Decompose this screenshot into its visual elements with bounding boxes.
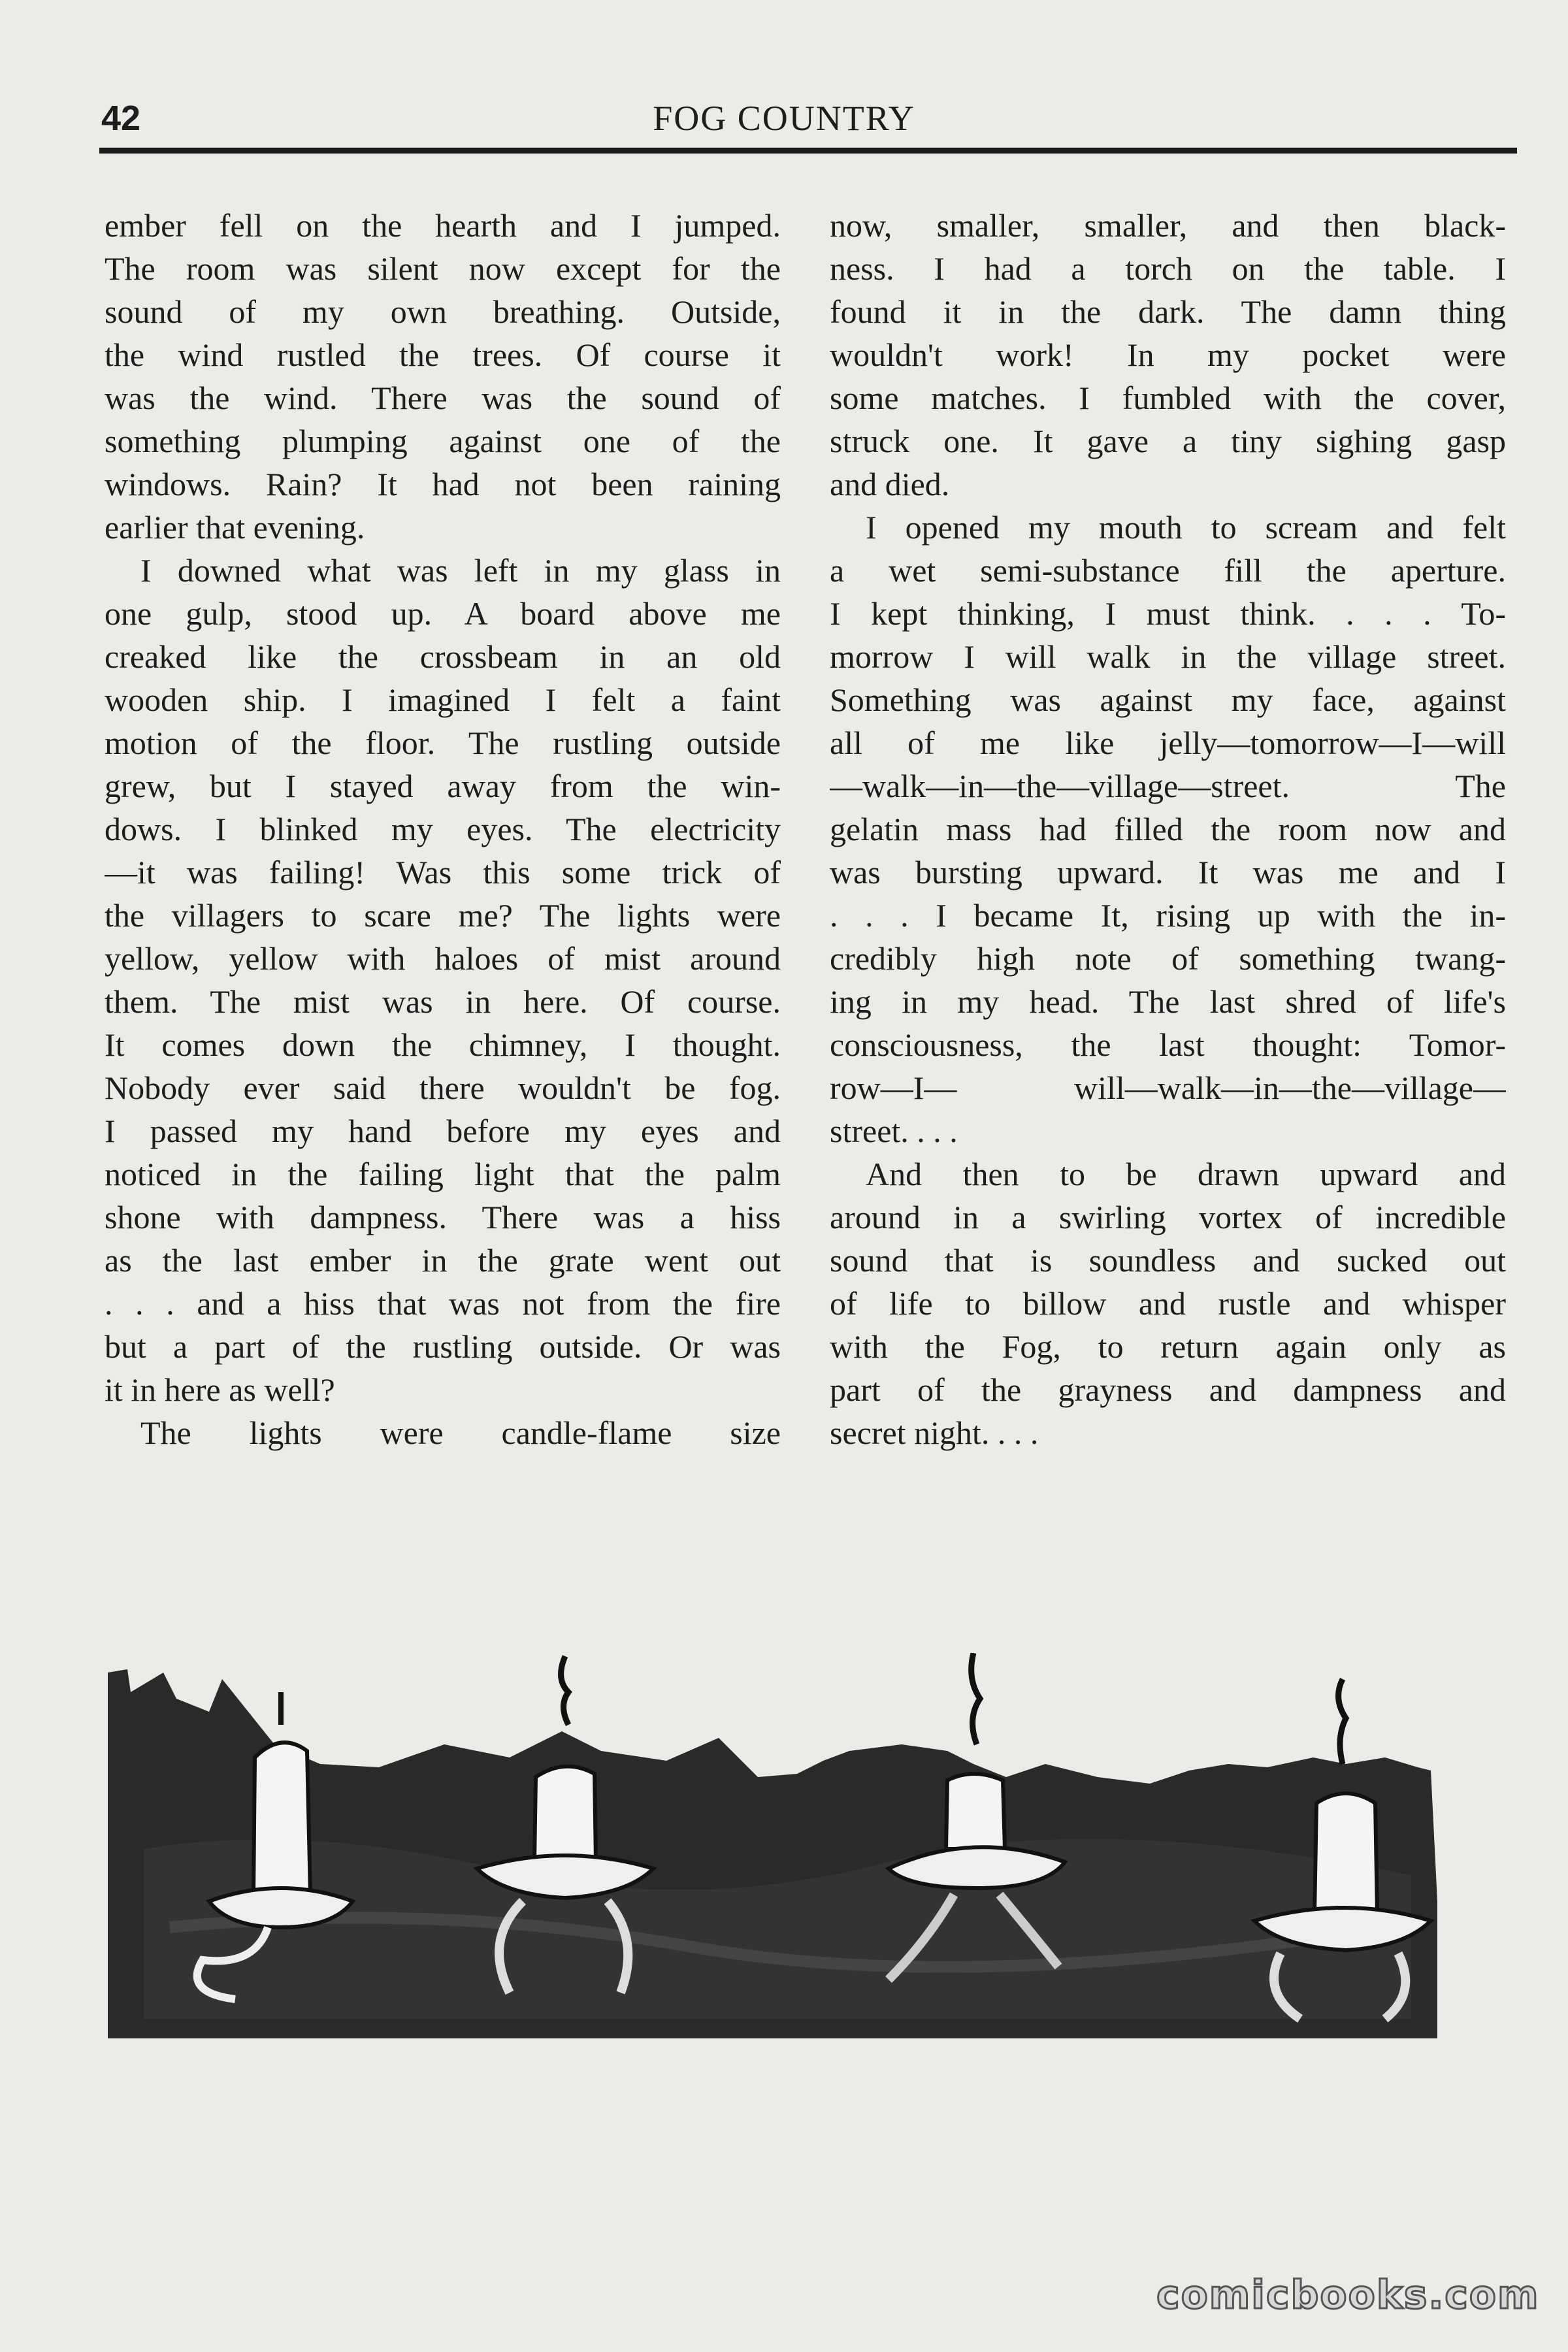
- left-column-line: them. The mist was in here. Of course.: [105, 983, 781, 1020]
- right-column-line: row—I— will—walk—in—the—village—: [830, 1070, 1506, 1106]
- left-column-line: creaked like the crossbeam in an old: [105, 638, 781, 675]
- left-column-line: the wind rustled the trees. Of course it: [105, 336, 781, 373]
- right-column-line: now, smaller, smaller, and then black-: [830, 207, 1506, 244]
- left-column-line: as the last ember in the grate went out: [105, 1242, 781, 1279]
- left-column-line: wooden ship. I imagined I felt a faint: [105, 681, 781, 718]
- right-column-line: consciousness, the last thought: Tomor-: [830, 1026, 1506, 1063]
- page-number: 42: [101, 99, 141, 138]
- right-column-line: —walk—in—the—village—street. The: [830, 768, 1506, 804]
- left-text-column: [105, 204, 781, 1454]
- right-column-line: secret night. . . .: [830, 1414, 1039, 1451]
- left-column-line: The lights were candle-flame size: [140, 1414, 781, 1451]
- right-column-line: Something was against my face, against: [830, 681, 1506, 718]
- left-column-line: It comes down the chimney, I thought.: [105, 1026, 781, 1063]
- left-column-line: was the wind. There was the sound of: [105, 380, 781, 416]
- right-text-column: [830, 204, 1506, 1454]
- right-column-line: all of me like jelly—tomorrow—I—will: [830, 725, 1506, 761]
- left-column-line: but a part of the rustling outside. Or was: [105, 1328, 781, 1365]
- left-column-line: Nobody ever said there wouldn't be fog.: [105, 1070, 781, 1106]
- candles-illustration: [105, 1653, 1490, 2058]
- right-column-line: a wet semi-substance fill the aperture.: [830, 552, 1506, 589]
- right-column-line: wouldn't work! In my pocket were: [830, 336, 1506, 373]
- left-column-line: I downed what was left in my glass in: [140, 552, 781, 589]
- left-column-line: noticed in the failing light that the palm: [105, 1156, 781, 1192]
- right-column-line: I opened my mouth to scream and felt: [866, 509, 1506, 546]
- right-column-line: struck one. It gave a tiny sighing gasp: [830, 423, 1506, 459]
- right-column-line: of life to billow and rustle and whisper: [830, 1285, 1506, 1322]
- right-column-line: . . . I became It, rising up with the in-: [830, 897, 1506, 934]
- left-column-line: shone with dampness. There was a hiss: [105, 1199, 781, 1235]
- running-head: FOG COUNTRY: [653, 99, 915, 138]
- right-column-line: sound that is soundless and sucked out: [830, 1242, 1506, 1279]
- left-column-line: I passed my hand before my eyes and: [105, 1113, 781, 1149]
- right-column-line: was bursting upward. It was me and I: [830, 854, 1506, 890]
- right-column-line: credibly high note of something twang-: [830, 940, 1506, 977]
- left-column-line: sound of my own breathing. Outside,: [105, 293, 781, 330]
- left-column-line: ember fell on the hearth and I jumped.: [105, 207, 781, 244]
- right-column-line: around in a swirling vortex of incredible: [830, 1199, 1506, 1235]
- left-column-line: The room was silent now except for the: [105, 250, 781, 287]
- watermark: comicbooks.com: [1156, 2272, 1540, 2318]
- right-column-line: and died.: [830, 466, 950, 502]
- left-column-line: . . . and a hiss that was not from the fire: [105, 1285, 781, 1322]
- right-column-line: ing in my head. The last shred of life's: [830, 983, 1506, 1020]
- left-column-line: the villagers to scare me? The lights were: [105, 897, 781, 934]
- left-column-line: yellow, yellow with haloes of mist around: [105, 940, 781, 977]
- left-column-line: something plumping against one of the: [105, 423, 781, 459]
- left-column-line: it in here as well?: [105, 1371, 335, 1408]
- left-column-line: earlier that evening.: [105, 509, 365, 546]
- right-column-line: I kept thinking, I must think. . . . To-: [830, 595, 1506, 632]
- left-column-line: windows. Rain? It had not been raining: [105, 466, 781, 502]
- right-column-line: street. . . .: [830, 1113, 958, 1149]
- right-column-line: some matches. I fumbled with the cover,: [830, 380, 1506, 416]
- right-column-line: with the Fog, to return again only as: [830, 1328, 1506, 1365]
- right-column-line: gelatin mass had filled the room now and: [830, 811, 1506, 847]
- right-column-line: ness. I had a torch on the table. I: [830, 250, 1506, 287]
- right-column-line: And then to be drawn upward and: [866, 1156, 1506, 1192]
- right-column-line: morrow I will walk in the village street.: [830, 638, 1506, 675]
- right-column-line: found it in the dark. The damn thing: [830, 293, 1506, 330]
- left-column-line: grew, but I stayed away from the win-: [105, 768, 781, 804]
- right-column-line: part of the grayness and dampness and: [830, 1371, 1506, 1408]
- left-column-line: one gulp, stood up. A board above me: [105, 595, 781, 632]
- header-rule: [99, 148, 1517, 154]
- left-column-line: motion of the floor. The rustling outside: [105, 725, 781, 761]
- left-column-line: dows. I blinked my eyes. The electricity: [105, 811, 781, 847]
- left-column-line: —it was failing! Was this some trick of: [105, 854, 781, 890]
